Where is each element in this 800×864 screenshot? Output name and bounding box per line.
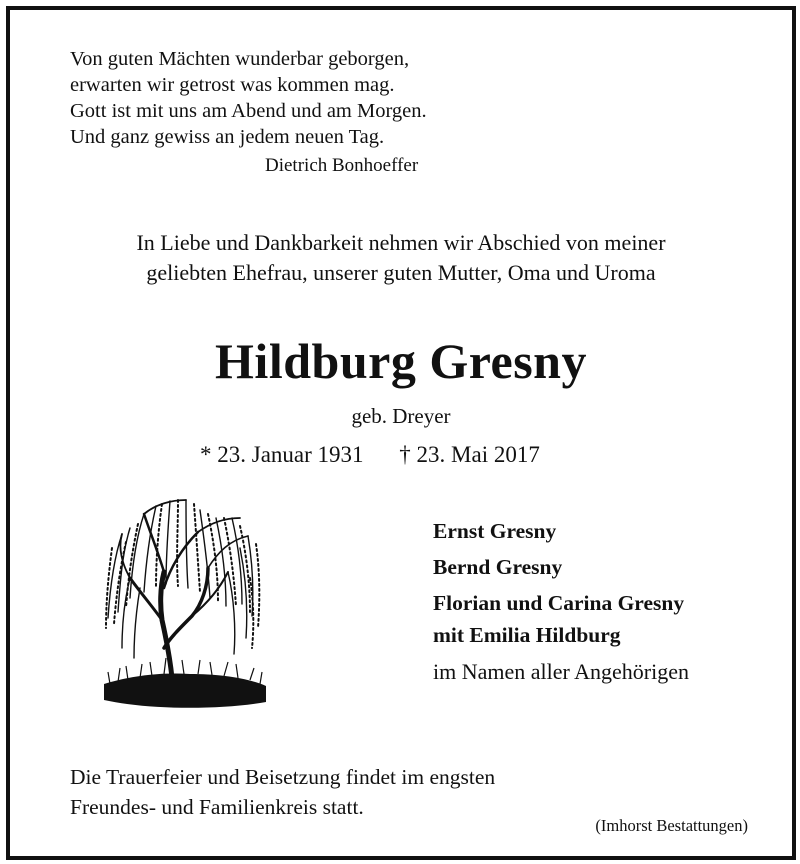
maiden-name: geb. Dreyer <box>351 404 451 428</box>
poem-line: erwarten wir getrost was kommen mag. <box>70 74 395 96</box>
funeral-notice <box>70 762 495 822</box>
mourners-note: im Namen aller Angehörigen <box>433 659 689 684</box>
mourner-family-line-2: mit Emilia Hildburg <box>433 623 621 647</box>
undertaker-credit: (Imhorst Bestattungen) <box>595 816 748 835</box>
intro-text <box>10 228 792 288</box>
mourner-name: Bernd Gresny <box>433 555 563 579</box>
deceased-name: Hildburg Gresny <box>215 333 587 389</box>
obituary-frame <box>6 6 796 860</box>
poem-line: Gott ist mit uns am Abend und am Morgen. <box>70 100 427 122</box>
birth-date: * 23. Januar 1931 <box>200 442 364 467</box>
poem-line: Von guten Mächten wunderbar geborgen, <box>70 48 410 70</box>
mourners-list <box>433 513 689 685</box>
poem-author: Dietrich Bonhoeffer <box>265 155 419 176</box>
funeral-line: Die Trauerfeier und Beisetzung findet im engsten <box>70 765 496 789</box>
life-dates <box>200 442 540 468</box>
weeping-willow-tree-icon <box>100 488 270 716</box>
poem-line: Und ganz gewiss an jedem neuen Tag. <box>70 126 385 148</box>
mourner-name: Ernst Gresny <box>433 519 557 543</box>
death-date: † 23. Mai 2017 <box>399 442 540 467</box>
intro-line: geliebten Ehefrau, unserer guten Mutter, Oma und Uroma <box>146 260 656 285</box>
intro-line: In Liebe und Dankbarkeit nehmen wir Abschied von meiner <box>136 230 666 255</box>
mourner-family-line-1: Florian und Carina Gresny <box>433 591 685 615</box>
poem <box>70 46 427 150</box>
funeral-line: Freundes- und Familienkreis statt. <box>70 795 364 819</box>
